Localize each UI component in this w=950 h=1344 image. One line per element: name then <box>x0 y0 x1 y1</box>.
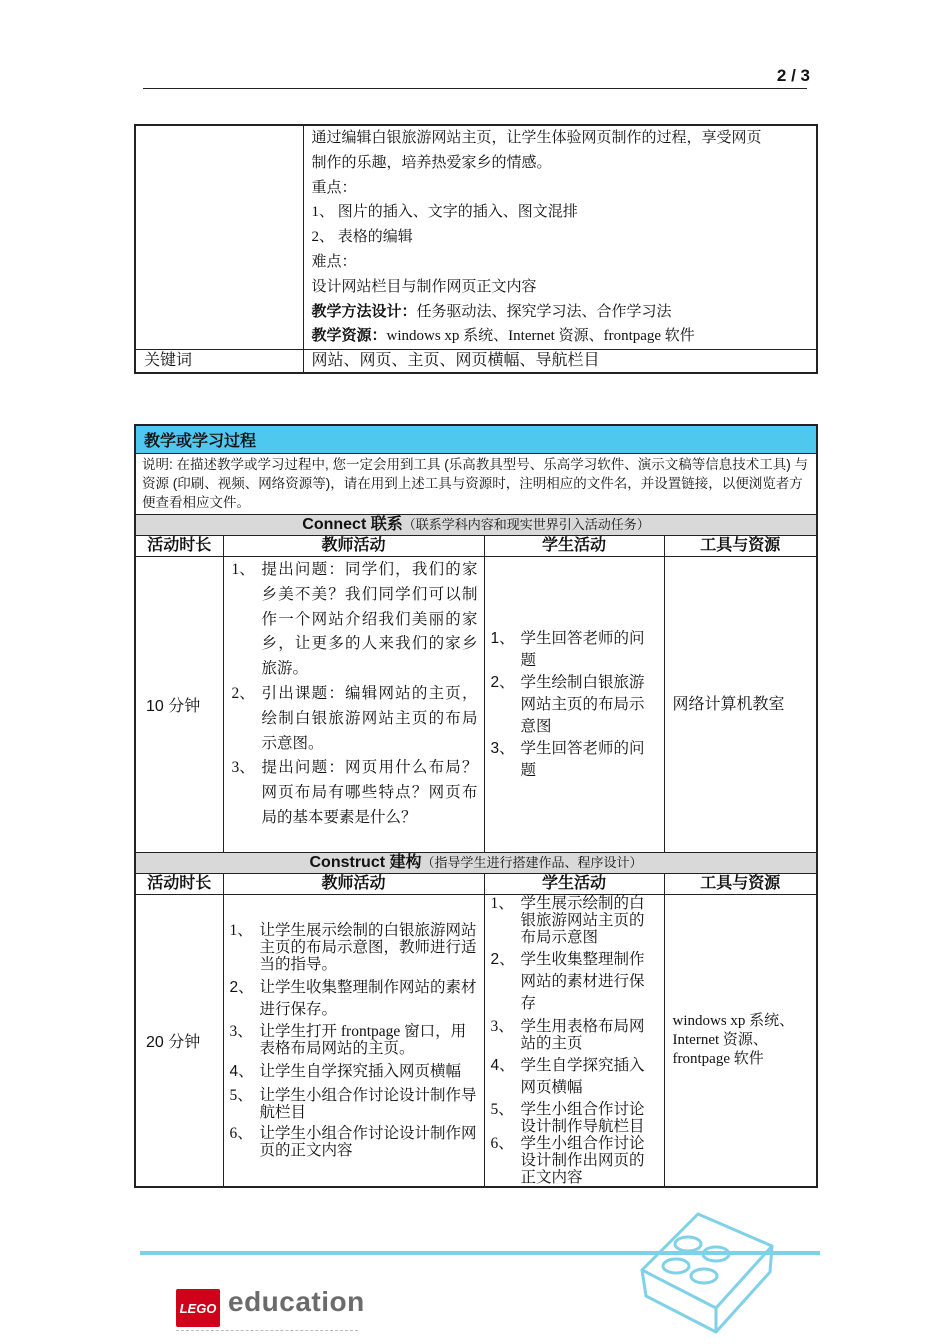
list-item: 6、 让学生小组合作讨论设计制作网页的正文内容 <box>229 1125 477 1159</box>
resource-label: 教学资源： <box>311 328 387 345</box>
list-item: 4、 学生自学探究插入网页横幅 <box>490 1057 645 1096</box>
method-label: 教学方法设计： <box>311 303 417 320</box>
objectives-label-cell <box>135 125 303 350</box>
list-item: 5、 学生小组合作讨论设计制作导航栏目 <box>490 1101 645 1135</box>
construct-student-cell <box>484 895 664 1188</box>
list-item: 2、 学生收集整理制作网站的素材进行保存 <box>490 951 645 1012</box>
col-duration: 活动时长 <box>135 536 223 557</box>
list-item: 2、 学生绘制白银旅游网站主页的布局示意图 <box>490 673 645 735</box>
construct-phase-header <box>135 853 817 874</box>
objectives-content <box>303 125 817 350</box>
resource-line <box>312 324 809 349</box>
connect-phase-name: Connect 联系 <box>302 516 403 533</box>
col-student: 学生活动 <box>484 536 664 557</box>
resource-value: windows xp 系统、Internet 资源、frontpage 软件 <box>386 328 695 345</box>
connect-teacher-cell <box>223 557 484 853</box>
method-line <box>312 300 809 325</box>
list-item: 2、 引出课题：编辑网站的主页，绘制白银旅游网站主页的布局示意图。 <box>231 684 478 752</box>
list-item: 1、 让学生展示绘制的白银旅游网站主页的布局示意图，教师进行适当的指导。 <box>229 922 477 973</box>
col-duration: 活动时长 <box>135 874 223 895</box>
education-wordmark: education <box>228 1286 365 1317</box>
objectives-table <box>134 124 818 374</box>
construct-duration: 20 分钟 <box>135 895 223 1188</box>
process-title: 教学或学习过程 <box>135 425 817 454</box>
list-item: 2、 让学生收集整理制作网站的素材进行保存。 <box>229 979 477 1018</box>
objective-line: 通过编辑白银旅游网站主页，让学生体验网页制作的过程，享受网页 <box>311 130 762 146</box>
keywords-value: 网站、网页、主页、网页横幅、导航栏目 <box>303 350 817 374</box>
objective-line: 制作的乐趣，培养热爱家乡的情感。 <box>311 154 552 171</box>
objective-line: 难点： <box>311 253 357 270</box>
connect-phase-header <box>135 515 817 536</box>
column-header-row <box>135 874 817 895</box>
list-item: 1、 学生回答老师的问题 <box>490 629 645 669</box>
col-tools: 工具与资源 <box>664 536 817 557</box>
objective-line: 2、 表格的编辑 <box>311 229 413 246</box>
method-value: 任务驱动法、探究学习法、合作学习法 <box>416 303 672 320</box>
list-item: 3、 让学生打开 frontpage 窗口，用表格布局网站的主页。 <box>229 1023 467 1057</box>
construct-tools: windows xp 系统、Internet 资源、frontpage 软件 <box>664 895 817 1188</box>
objective-line: 1、 图片的插入、文字的插入、图文混排 <box>311 204 578 221</box>
col-teacher: 教师活动 <box>223 874 484 895</box>
list-item: 1、 提出问题：同学们，我们的家乡美不美？我们同学们可以制作一个网站介绍我们美丽的家乡，让更多的人来我们的家乡旅游。 <box>231 561 478 678</box>
page-number: 2 / 3 <box>776 66 810 85</box>
process-table <box>134 424 818 1188</box>
list-item: 3、 学生回答老师的问题 <box>490 739 645 779</box>
col-student: 学生活动 <box>484 874 664 895</box>
lego-brick-icon <box>636 1196 776 1334</box>
construct-phase-name: Construct 建构 <box>309 854 422 871</box>
list-item: 6、 学生小组合作讨论设计制作出网页的正文内容 <box>490 1135 645 1186</box>
construct-teacher-cell <box>223 895 484 1188</box>
footer-logo-rule <box>176 1330 358 1331</box>
connect-student-cell <box>484 557 664 853</box>
construct-phase-desc: （指导学生进行搭建作品、程序设计） <box>421 855 643 870</box>
list-item: 1、 学生展示绘制的白银旅游网站主页的布局示意图 <box>490 895 645 946</box>
process-note: 说明: 在描述教学或学习过程中, 您一定会用到工具 (乐高教具型号、乐高学习软件、演示文稿等信息技术工具) 与资源 (印刷、视频、网络资源等)，请在用到上述工具与资源时，注明相应的文件名，并设置链接，以便浏览者方便查看相应文件。 <box>135 454 817 515</box>
construct-row <box>135 895 817 1188</box>
list-item: 4、 让学生自学探究插入网页横幅 <box>229 1063 462 1080</box>
list-item: 3、 提出问题：网页用什么布局？网页布局有哪些特点？网页布局的基本要素是什么？ <box>231 759 478 826</box>
connect-duration: 10 分钟 <box>135 557 223 853</box>
connect-row <box>135 557 817 853</box>
list-item: 3、 学生用表格布局网站的主页 <box>490 1018 645 1052</box>
objective-line: 重点： <box>311 179 357 196</box>
keywords-label: 关键词 <box>135 350 303 374</box>
col-teacher: 教师活动 <box>223 536 484 557</box>
header-rule <box>143 88 807 89</box>
list-item: 5、 让学生小组合作讨论设计制作导航栏目 <box>229 1087 477 1121</box>
col-tools: 工具与资源 <box>664 874 817 895</box>
objective-line: 设计网站栏目与制作网页正文内容 <box>311 278 537 295</box>
connect-tools: 网络计算机教室 <box>664 557 817 853</box>
column-header-row <box>135 536 817 557</box>
lego-logo: LEGO <box>176 1289 220 1327</box>
connect-phase-desc: （联系学科内容和现实世界引入活动任务） <box>402 517 650 532</box>
